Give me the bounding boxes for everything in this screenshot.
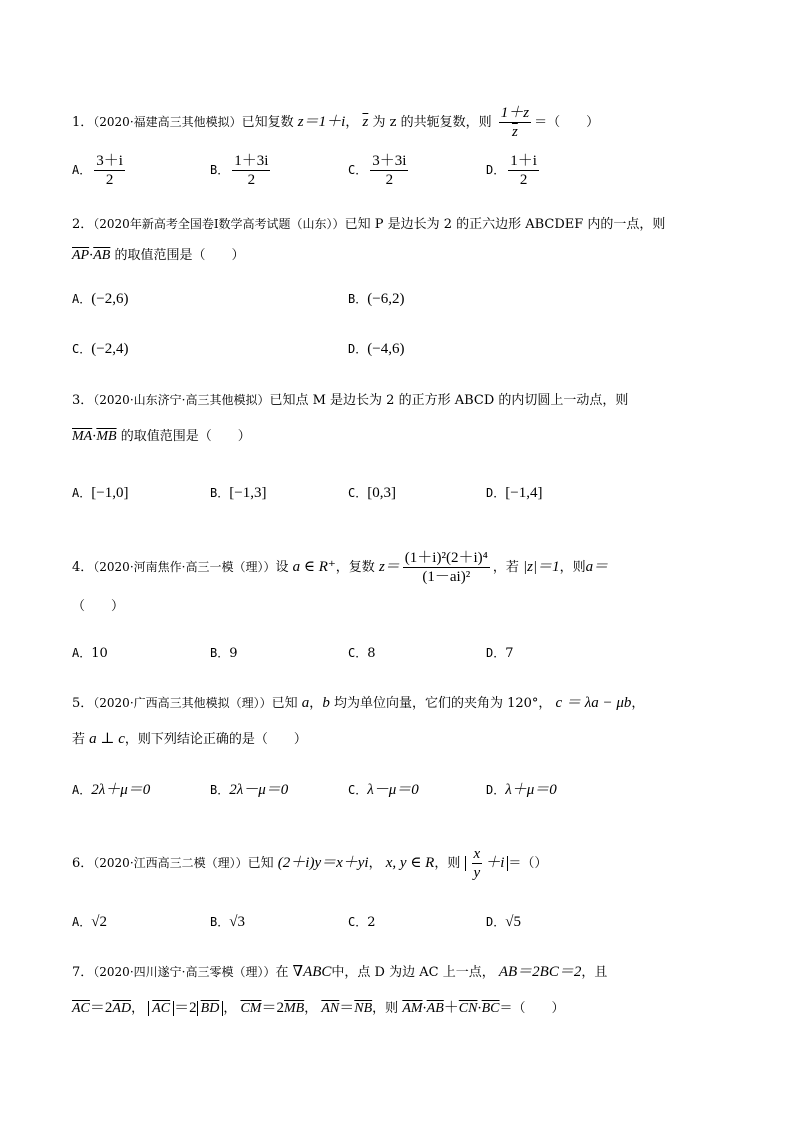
- question-source: （2020·河南焦作·高三一模（理））: [93, 560, 276, 574]
- vector: $\overline{BD}$: [200, 1001, 220, 1016]
- option-d: D． $\frac{1+i}{2}$: [486, 153, 537, 188]
- vector: $\overline{CN}$: [458, 1001, 478, 1016]
- option-a: A．√2: [72, 914, 107, 930]
- question-source: （2020·江西高三二模（理））: [93, 856, 248, 870]
- option-d: D．λ＋μ＝0: [486, 782, 557, 798]
- option-c: C．(−2,4): [72, 341, 129, 357]
- option-c: C． $\frac{3+3i}{2}$: [348, 153, 407, 188]
- question-source: （2020·福建高三其他模拟）: [93, 115, 242, 129]
- option-a: A．(−2,6): [72, 291, 129, 307]
- question-text: 设: [275, 560, 289, 575]
- question-number: 6．: [72, 856, 94, 871]
- option-d: D．(−4,6): [348, 341, 405, 357]
- vector: $\overline{AB}$: [93, 248, 111, 263]
- option-b: B．9: [210, 646, 238, 661]
- vector: $\overline{MB}$: [96, 429, 117, 444]
- conjugate-symbol: $\overline{z}$: [362, 114, 369, 130]
- formula: a ∈ R⁺: [292, 559, 336, 575]
- vector: $\overline{AC}$: [152, 1001, 171, 1016]
- question-number: 1．: [72, 115, 94, 130]
- vector: $\overline{CM}$: [240, 1001, 262, 1016]
- question-text: 已知 P 是边长为 2 的正六边形 ABCDEF 内的一点，则: [344, 217, 666, 232]
- vector: $\overline{AD}$: [112, 1001, 132, 1016]
- vector: $\overline{MA}$: [72, 429, 93, 444]
- question-2: [72, 214, 665, 235]
- vector: $\overline{BC}$: [481, 1001, 500, 1016]
- question-source: （2020·广西高三其他模拟（理））: [93, 696, 272, 710]
- vector: a: [301, 695, 310, 711]
- option-c: C．8: [348, 646, 376, 661]
- vector: $\overline{AB}$: [426, 1001, 444, 1016]
- option-a: A．[−1,0]: [72, 485, 129, 501]
- question-2-line-2: $\overline{AP}\cdot\overline{AB}$ 的取值范围是（ ）: [72, 248, 245, 263]
- question-number: 7．: [72, 965, 94, 980]
- formula: x, y ∈ R: [385, 855, 435, 871]
- option-a: A．10: [72, 646, 108, 661]
- option-d: D．√5: [486, 914, 521, 930]
- vector: $\overline{AN}$: [321, 1001, 340, 1016]
- fraction: $\frac{1+z}{z}$: [500, 105, 530, 140]
- question-5: 5．（2020·广西高三其他模拟（理））已知 a，b 均为单位向量，它们的夹角为 120°， c ＝ λa − μb，: [72, 695, 645, 711]
- formula: c ＝ λa − μb: [555, 695, 632, 711]
- option-b: B．√3: [210, 914, 245, 930]
- question-number: 3．: [72, 393, 94, 408]
- formula: (2＋i)y＝x＋yi: [277, 855, 369, 871]
- option-c: C．2: [348, 915, 376, 930]
- vector: $\overline{MB}$: [283, 1001, 305, 1016]
- question-6: 6．（2020·江西高三二模（理））已知 (2＋i)y＝x＋yi， x, y ∈ R，则 $\frac{x}{y}$ ＋i ＝（）: [72, 846, 548, 881]
- option-a: A． $\frac{3+i}{2}$: [72, 153, 123, 188]
- question-3: [72, 390, 628, 411]
- vector: $\overline{AM}$: [402, 1001, 423, 1016]
- vector: $\overline{AC}$: [72, 1001, 90, 1016]
- option-c: C．[0,3]: [348, 485, 396, 501]
- formula: a ⊥ c: [89, 731, 125, 747]
- question-number: 5．: [72, 696, 94, 711]
- question-4-line-2: （ ）: [72, 599, 125, 614]
- question-source: （2020年新高考全国卷Ⅰ数学高考试题（山东））: [93, 217, 345, 231]
- question-text: 已知: [247, 856, 274, 871]
- question-text: 已知复数: [241, 115, 294, 130]
- question-source: （2020·四川遂宁·高三零模（理））: [93, 965, 276, 979]
- question-7: 7．（2020·四川遂宁·高三零模（理））在 ∇ABC中，点 D 为边 AC 上一点， AB＝2BC＝2，且: [72, 964, 608, 980]
- option-b: B．[−1,3]: [210, 485, 267, 501]
- option-b: B．2λ－μ＝0: [210, 782, 289, 798]
- option-a: A．2λ＋μ＝0: [72, 782, 151, 798]
- absolute-value: $\frac{x}{y}$ ＋i: [465, 856, 509, 871]
- formula: AB＝2BC＝2: [498, 964, 582, 980]
- vector: $\overline{NB}$: [354, 1001, 373, 1016]
- option-c: C．λ－μ＝0: [348, 782, 419, 798]
- question-3-line-2: $\overline{MA}\cdot\overline{MB}$ 的取值范围是（ ）: [72, 429, 251, 444]
- question-text: 已知: [271, 696, 298, 711]
- option-d: D．[−1,4]: [486, 485, 543, 501]
- option-d: D．7: [486, 646, 514, 661]
- vector: $\overline{AP}$: [72, 248, 90, 263]
- question-1: 1．（2020·福建高三其他模拟）已知复数 z＝1＋i， $\overline{z}$ 为 z 的共轭复数，则 $\frac{1+z}{z}$ ＝（ ）: [72, 105, 600, 140]
- vector: b: [322, 695, 330, 711]
- fraction: $\frac{\text{(1＋i)²(2＋i)⁴}}{\text{(1－ai)²}}$: [404, 550, 488, 585]
- formula: ∇ABC: [292, 964, 332, 980]
- formula: |z|＝1: [523, 559, 560, 575]
- option-b: B．(−6,2): [348, 291, 405, 307]
- question-source: （2020·山东济宁·高三其他模拟）: [93, 393, 270, 407]
- question-number: 4．: [72, 560, 94, 575]
- question-5-line-2: 若 a ⊥ c，则下列结论正确的是（ ）: [72, 731, 307, 747]
- question-4: 4．（2020·河南焦作·高三一模（理））设 a ∈ R⁺，复数 z＝ $\frac{\text{(1＋i)²(2＋i)⁴}}{\text{(1－ai)²}}$ ，若 |z|＝1，则a＝: [72, 550, 609, 585]
- question-7-line-2: $\overline{AC}=2\overline{AD}$， $\overline{AC} =2$ $\overline{BD}$ ， $\overline{CM}=2\overline{MB}$， $\overline{AN}=\overline{NB}$，则 $\overline{AM}\cdot\overline{AB}+\overline{CN}\cdot\overline{BC}=$（ ）: [72, 1000, 565, 1016]
- question-number: 2．: [72, 217, 94, 232]
- formula: z＝1＋i: [297, 114, 346, 130]
- option-b: B． $\frac{1+3i}{2}$: [210, 153, 269, 188]
- question-text: 已知点 M 是边长为 2 的正方形 ABCD 的内切圆上一动点，则: [269, 393, 629, 408]
- question-text: 在: [275, 965, 289, 980]
